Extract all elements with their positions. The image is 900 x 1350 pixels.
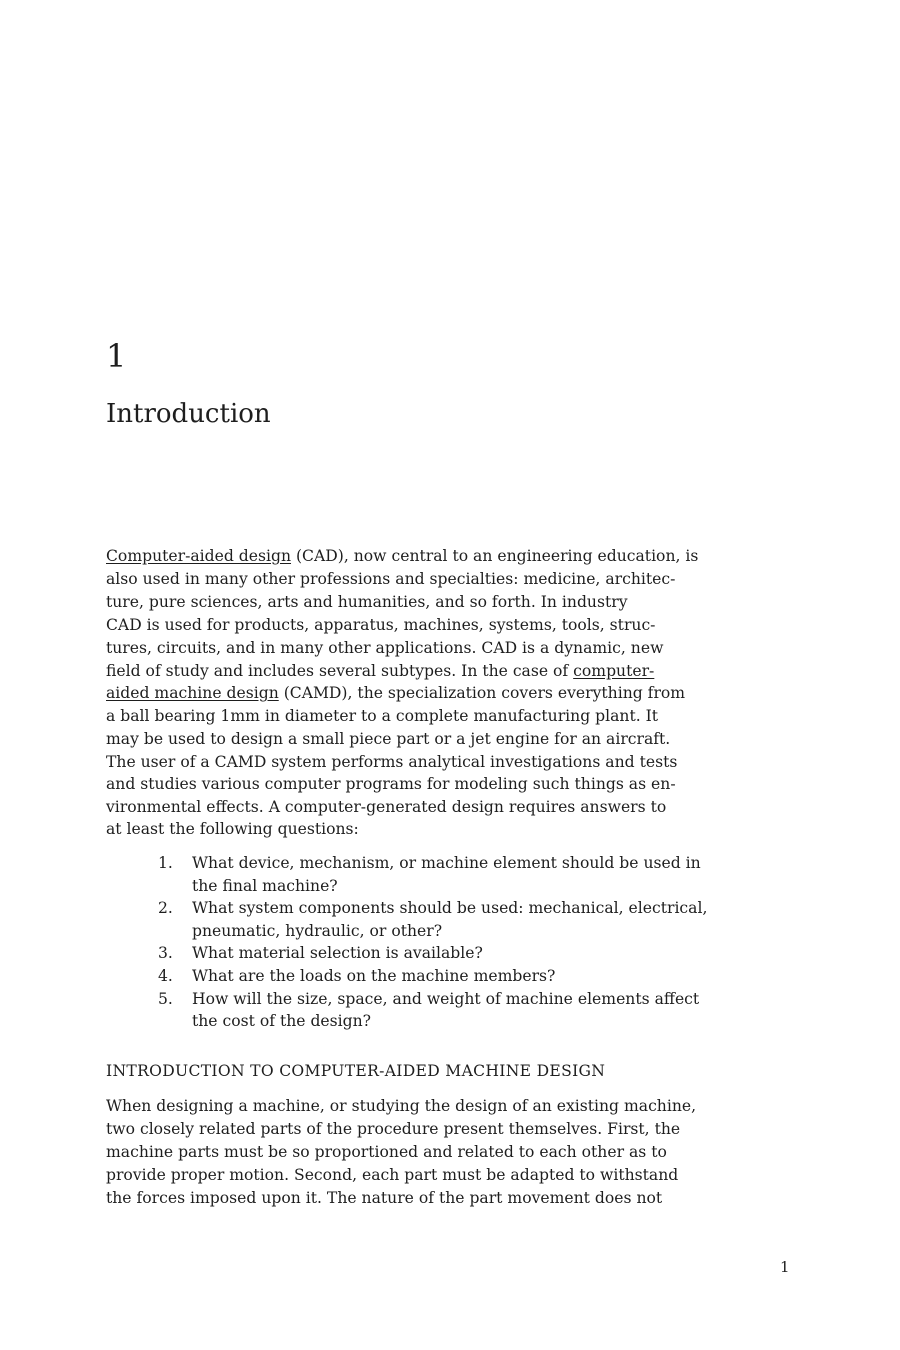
section-heading: INTRODUCTION TO COMPUTER-AIDED MACHINE DESIGN [106,1062,606,1080]
list-item-line: What material selection is available? [192,944,483,963]
list-item-number: 4. [158,966,173,985]
section-line-2: two closely related parts of the procedure present themselves. First, the [106,1120,681,1138]
intro-line-11: and studies various computer programs for modeling such things as en- [106,775,676,793]
list-item-number: 1. [158,854,173,872]
intro-line-3: ture, pure sciences, arts and humanities, and so forth. In industry [106,593,628,611]
list-item-line: the cost of the design? [192,1012,372,1031]
intro-line-1-rest: (CAD), now central to an engineering education, is [291,547,699,565]
list-item-line: pneumatic, hydraulic, or other? [192,921,443,940]
intro-line-2: also used in many other professions and specialties: medicine, architec- [106,570,676,588]
list-item [158,988,798,1033]
list-item-line: What device, mechanism, or machine element should be used in [192,854,701,872]
intro-line-4: CAD is used for products, apparatus, machines, systems, tools, struc- [106,616,656,634]
intro-line-5: tures, circuits, and in many other applications. CAD is a dynamic, new [106,639,664,657]
term-computer-aided-design: Computer-aided design [106,547,292,565]
questions-list [158,852,798,1033]
list-item-line: How will the size, space, and weight of machine elements affect [192,989,700,1008]
section-line-1: When designing a machine, or studying the design of an existing machine, [106,1097,697,1115]
list-item-line: What are the loads on the machine members? [192,966,556,985]
section-line-4: provide proper motion. Second, each part must be adapted to withstand [106,1166,679,1184]
list-item-number: 3. [158,944,173,963]
chapter-number: 1 [106,337,127,375]
section-line-3: machine parts must be so proportioned and related to each other as to [106,1143,667,1161]
intro-line-6 [106,660,796,683]
intro-line-7-rest: (CAMD), the specialization covers everything from [278,684,686,702]
section-line-5: the forces imposed upon it. The nature of the part movement does not [106,1189,663,1207]
intro-line-1 [106,545,796,568]
list-item-text [192,897,798,942]
intro-line-10: The user of a CAMD system performs analytical investigations and tests [106,753,678,771]
list-item [158,942,798,965]
list-item-number: 5. [158,989,173,1008]
list-item [158,852,798,897]
chapter-title: Introduction [106,399,271,429]
list-item-line: What system components should be used: mechanical, electrical, [192,899,708,918]
intro-line-6-pre: field of study and includes several subtypes. In the case of [106,662,574,680]
list-item [158,965,798,988]
list-item-number: 2. [158,899,173,918]
list-item [158,897,798,942]
intro-line-12: vironmental effects. A computer-generated design requires answers to [106,798,667,816]
list-item-text [192,988,798,1033]
list-item-line: the final machine? [192,876,338,895]
intro-line-8: a ball bearing 1mm in diameter to a complete manufacturing plant. It [106,707,659,725]
term-aided-machine-design: aided machine design [106,684,279,702]
page-number: 1 [780,1258,790,1276]
intro-line-7 [106,682,796,705]
term-computer: computer- [573,662,655,680]
intro-line-9: may be used to design a small piece part or a jet engine for an aircraft. [106,730,671,748]
intro-line-13: at least the following questions: [106,820,359,838]
list-item-text [192,942,798,965]
list-item-text [192,965,798,988]
list-item-text [192,852,798,897]
